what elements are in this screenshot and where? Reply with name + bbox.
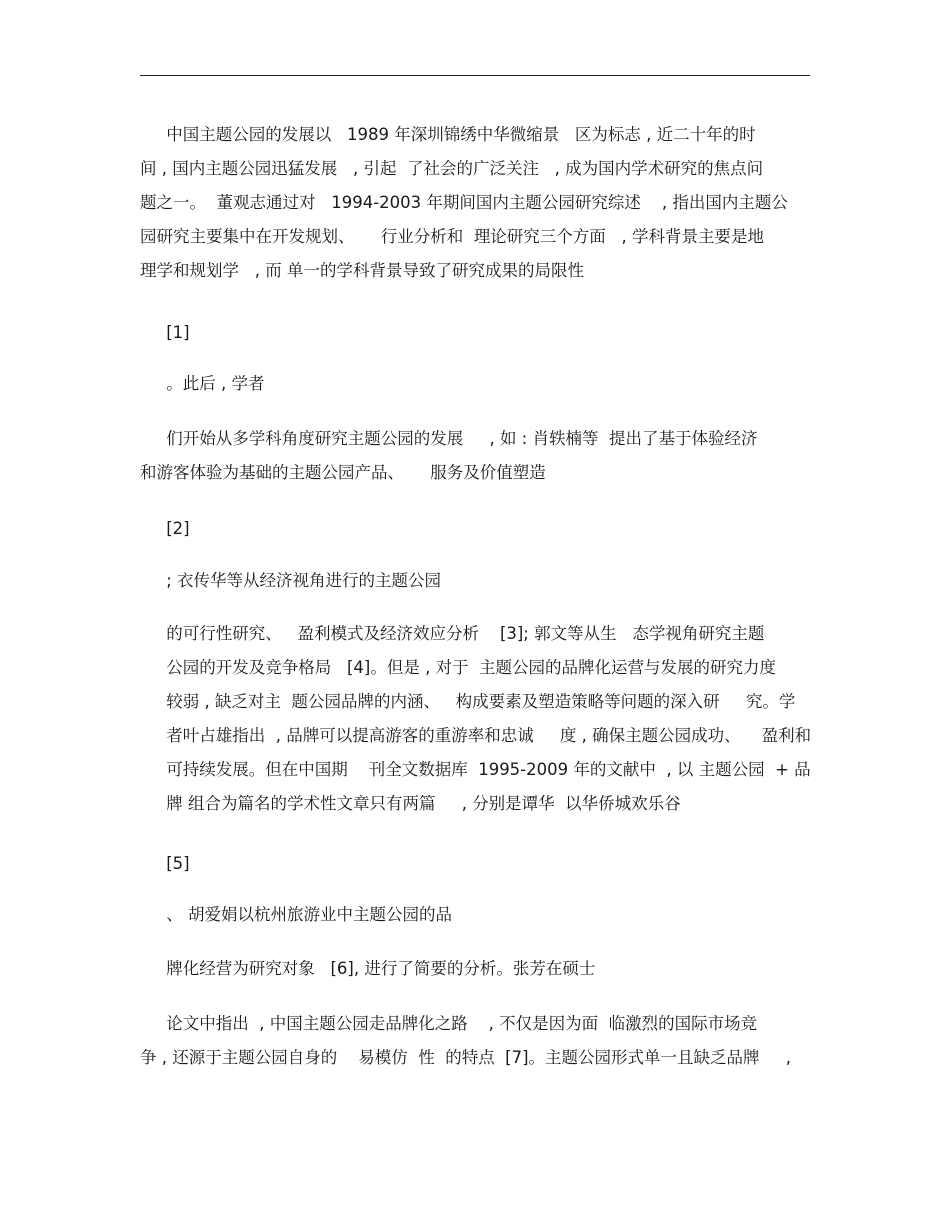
text-line: 的可行性研究、 盈利模式及经济效应分析 [3]; 郭文等从生 态学视角研究主题 (140, 624, 765, 643)
text-line: 理学和规划学 , 而 单一的学科背景导致了研究成果的局限性 (140, 261, 584, 280)
paragraph-branding (140, 1007, 812, 1075)
header-rule (140, 75, 810, 76)
citation-5 (140, 847, 812, 881)
text-line: 较弱 , 缺乏对主 题公园品牌的内涵、 构成要素及塑造策略等问题的深入研 究。学 (140, 692, 796, 711)
citation-1 (140, 316, 812, 350)
paragraph-fragment (140, 367, 812, 401)
text-line: 题之一。 董观志通过对 1994-2003 年期间国内主题公园研究综述 , 指出国内主题公 (140, 193, 788, 212)
text-line: 论文中指出 , 中国主题公园走品牌化之路 , 不仅是因为面 临激烈的国际市场竞 (140, 1014, 758, 1033)
paragraph-fragment (140, 564, 812, 598)
paragraph-intro (140, 118, 812, 288)
paragraph-fragment (140, 898, 812, 932)
text-line: 间 , 国内主题公园迅猛发展 , 引起 了社会的广泛关注 , 成为国内学术研究的焦点问 (140, 159, 764, 178)
text-line: 可持续发展。但在中国期 刊全文数据库 1995-2009 年的文献中 , 以 主题公园 + 品 (140, 760, 811, 779)
citation-text: [5] (140, 854, 190, 873)
text-line: 们开始从多学科角度研究主题公园的发展 , 如 : 肖轶楠等 提出了基于体验经济 (140, 429, 758, 448)
text-line: 公园的开发及竞争格局 [4]。但是 , 对于 主题公园的品牌化运营与发展的研究力度 (140, 658, 777, 677)
text-line: 牌化经营为研究对象 [6], 进行了简要的分析。张芳在硕士 (140, 959, 596, 978)
text-line: 和游客体验为基础的主题公园产品、 服务及价值塑造 (140, 463, 546, 482)
text-line: 园研究主要集中在开发规划、 行业分析和 理论研究三个方面 , 学科背景主要是地 (140, 227, 764, 246)
citation-text: [2] (140, 519, 190, 538)
paragraph-multidisciplinary (140, 422, 812, 490)
text-line: 争 , 还源于主题公园自身的 易模仿 性 的特点 [7]。主题公园形式单一且缺乏品牌 , (140, 1048, 792, 1067)
text-line: 牌 组合为篇名的学术性文章只有两篇 , 分别是谭华 以华侨城欢乐谷 (140, 794, 681, 813)
paragraph-feasibility (140, 617, 812, 821)
paragraph-fragment (140, 952, 812, 986)
text-line: 者叶占雄指出 , 品牌可以提高游客的重游率和忠诚 度 , 确保主题公园成功、 盈利和 (140, 726, 812, 745)
citation-text: [1] (140, 323, 190, 342)
text-line: 、 胡爱娟以杭州旅游业中主题公园的品 (140, 905, 452, 924)
citation-2 (140, 512, 812, 546)
text-line: 中国主题公园的发展以 1989 年深圳锦绣中华微缩景 区为标志 , 近二十年的时 (140, 125, 756, 144)
text-line: ; 衣传华等从经济视角进行的主题公园 (140, 571, 442, 590)
text-line: 。此后 , 学者 (140, 374, 265, 393)
